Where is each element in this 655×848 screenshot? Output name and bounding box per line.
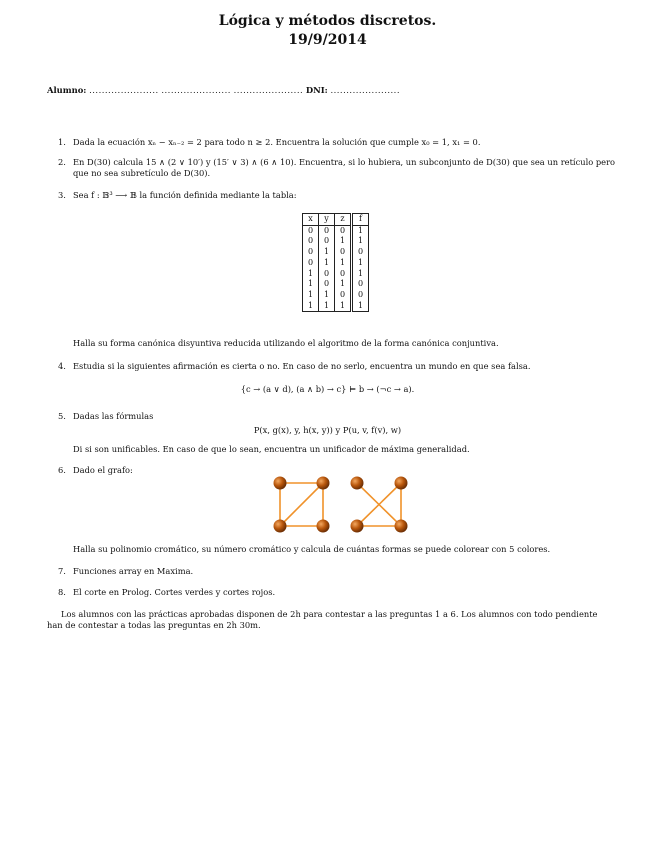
graph-diagram: [270, 473, 415, 535]
cell: 0: [319, 225, 335, 236]
question-6-text: Dado el grafo:: [73, 465, 133, 475]
cell: 1: [335, 279, 352, 290]
name-blank-1: ......................: [89, 85, 159, 95]
cell: 1: [303, 279, 319, 290]
graph-node: [317, 520, 330, 533]
exam-date: 19/9/2014: [288, 32, 367, 48]
cell: 0: [303, 236, 319, 247]
cell: 1: [352, 236, 369, 247]
question-number: 5.: [58, 411, 66, 421]
header-cell: x: [303, 214, 319, 226]
question-7-text: Funciones array en Maxima.: [73, 566, 194, 576]
graph-node: [274, 520, 287, 533]
question-8-text: El corte en Prolog. Cortes verdes y cortes rojos.: [73, 587, 276, 597]
question-1-text: Dada la ecuación xₙ − xₙ₋₂ = 2 para todo n ≥ 2. Encuentra la solución que cumple x₀ = 1, x₁ = 0.: [73, 137, 481, 147]
table-row: [303, 269, 369, 280]
question-5-formula: P(x, g(x), y, h(x, y)) y P(u, v, f(v), w): [253, 425, 402, 435]
cell: 1: [335, 258, 352, 269]
cell: 0: [352, 247, 369, 258]
name-blank-3: ......................: [233, 85, 304, 95]
cell: 0: [335, 269, 352, 280]
cell: 1: [352, 258, 369, 269]
cell: 1: [352, 225, 369, 236]
table-row: [303, 236, 369, 247]
truth-table-header: [303, 214, 369, 226]
graph-nodes: [274, 477, 408, 533]
header-cell: f: [352, 214, 369, 226]
exam-title: Lógica y métodos discretos.: [218, 13, 437, 29]
cell: 1: [319, 258, 335, 269]
cell: 0: [303, 225, 319, 236]
cell: 0: [319, 269, 335, 280]
cell: 0: [319, 279, 335, 290]
cell: 0: [335, 290, 352, 301]
question-4-formula: {c → (a ∨ d), (a ∧ b) → c} ⊨ b → (¬c → a).: [240, 384, 415, 394]
graph-node: [317, 477, 330, 490]
question-3-instruction: Halla su forma canónica disyuntiva reducida utilizando el algoritmo de la forma canónica conjuntiva.: [73, 338, 499, 348]
question-number: 7.: [58, 566, 66, 576]
question-3-text: Sea f : 𝔹³ ⟶ 𝔹 la función definida mediante la tabla:: [73, 190, 297, 200]
cell: 0: [352, 279, 369, 290]
graph-node: [395, 477, 408, 490]
header-cell: y: [319, 214, 335, 226]
question-number: 1.: [58, 137, 66, 147]
question-number: 2.: [58, 157, 66, 167]
question-4-text: Estudia si la siguientes afirmación es cierta o no. En caso de no serlo, encuentra un mundo en que sea falsa.: [73, 361, 531, 371]
graph-node: [395, 520, 408, 533]
cell: 1: [335, 236, 352, 247]
cell: 0: [352, 290, 369, 301]
dni-blank: ......................: [330, 85, 401, 95]
question-number: 6.: [58, 465, 66, 475]
question-5-instruction: Di si son unificables. En caso de que lo sean, encuentra un unificador de máxima generalidad.: [73, 444, 470, 454]
cell: 1: [352, 301, 369, 312]
table-row: [303, 301, 369, 312]
cell: 0: [303, 258, 319, 269]
cell: 0: [303, 247, 319, 258]
cell: 0: [335, 247, 352, 258]
question-number: 3.: [58, 190, 66, 200]
cell: 0: [335, 225, 352, 236]
cell: 1: [303, 290, 319, 301]
cell: 1: [303, 269, 319, 280]
graph-node: [351, 520, 364, 533]
table-row: [303, 247, 369, 258]
graph-node: [351, 477, 364, 490]
dni-label: DNI:: [305, 85, 328, 95]
student-info-line: [47, 85, 607, 95]
question-6-instruction: Halla su polinomio cromático, su número cromático y calcula de cuántas formas se puede colorear con 5 colores.: [73, 544, 551, 554]
exam-instructions-footer: Los alumnos con las prácticas aprobadas disponen de 2h para contestar a las preguntas 1 a 6. Los alumnos con todo pendiente han de contestar a todas las preguntas en 2h 30m.: [47, 609, 598, 630]
name-blank-2: ......................: [161, 85, 231, 95]
graph-node: [274, 477, 287, 490]
header-cell: z: [335, 214, 352, 226]
cell: 1: [352, 269, 369, 280]
question-5-text: Dadas las fórmulas: [73, 411, 154, 421]
cell: 1: [303, 301, 319, 312]
table-row: [303, 279, 369, 290]
truth-table: [302, 213, 369, 312]
cell: 1: [319, 301, 335, 312]
table-row: [303, 225, 369, 236]
graph-edge: [280, 483, 323, 526]
graph-edges: [280, 483, 401, 526]
cell: 1: [319, 290, 335, 301]
cell: 1: [319, 247, 335, 258]
question-number: 4.: [58, 361, 66, 371]
table-row: [303, 290, 369, 301]
cell: 1: [335, 301, 352, 312]
question-2-text: En D(30) calcula 15 ∧ (2 ∨ 10′) y (15′ ∨ 3) ∧ (6 ∧ 10). Encuentra, si lo hubiera, un subconjunto de D(30) que sea un retículo pero que no sea subretículo de D(30).: [73, 157, 616, 178]
alumno-label: Alumno:: [47, 85, 87, 95]
table-row: [303, 258, 369, 269]
question-number: 8.: [58, 587, 66, 597]
cell: 0: [319, 236, 335, 247]
